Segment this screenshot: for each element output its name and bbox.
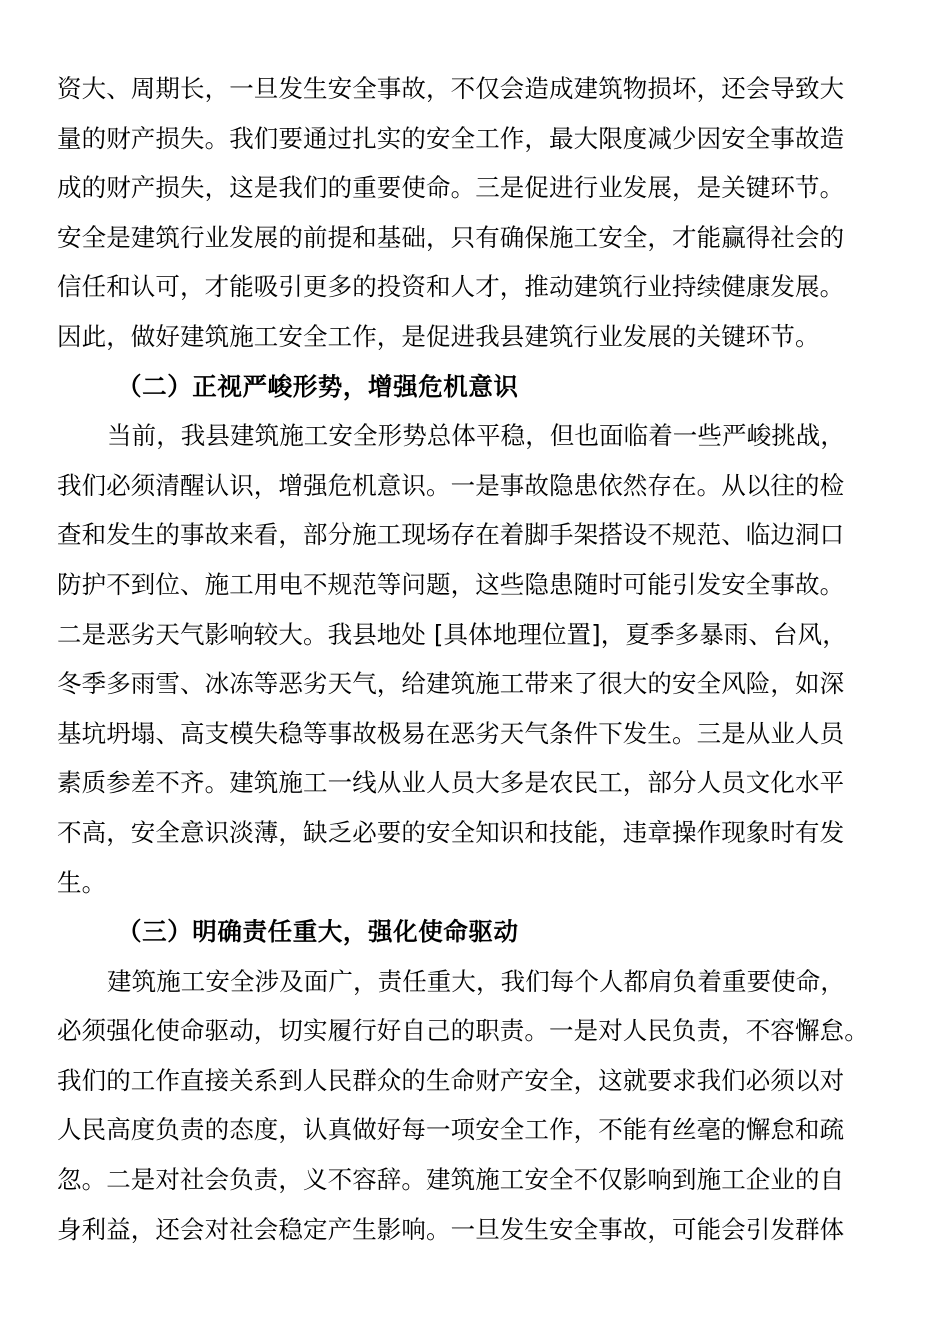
body-text-line: 我们的工作直接关系到人民群众的生命财产安全，这就要求我们必须以对 <box>57 1065 845 1095</box>
body-text-line: 基坑坍塌、高支模失稳等事故极易在恶劣天气条件下发生。三是从业人员 <box>57 718 845 748</box>
body-text-line: 忽。二是对社会负责，义不容辞。建筑施工安全不仅影响到施工企业的自 <box>57 1165 845 1195</box>
body-text-line: 必须强化使命驱动，切实履行好自己的职责。一是对人民负责，不容懈怠。 <box>57 1016 869 1046</box>
body-text-line: 素质参差不齐。建筑施工一线从业人员大多是农民工，部分人员文化水平 <box>57 768 845 798</box>
body-text-line: 二是恶劣天气影响较大。我县地处 [具体地理位置]，夏季多暴雨、台风， <box>57 619 847 649</box>
paragraph-first-line: 建筑施工安全涉及面广，责任重大，我们每个人都肩负着重要使命， <box>107 966 845 996</box>
paragraph-first-line: 当前，我县建筑施工安全形势总体平稳，但也面临着一些严峻挑战， <box>107 421 845 451</box>
body-text-line: 量的财产损失。我们要通过扎实的安全工作，最大限度减少因安全事故造 <box>57 123 845 153</box>
body-text-line: 查和发生的事故来看，部分施工现场存在着脚手架搭设不规范、临边洞口 <box>57 520 845 550</box>
body-text-line: 安全是建筑行业发展的前提和基础，只有确保施工安全，才能赢得社会的 <box>57 222 845 252</box>
body-text-line: 防护不到位、施工用电不规范等问题，这些隐患随时可能引发安全事故。 <box>57 569 845 599</box>
body-text-line: 生。 <box>57 867 107 897</box>
body-text-line: 信任和认可，才能吸引更多的投资和人才，推动建筑行业持续健康发展。 <box>57 272 845 302</box>
body-text-line: 人民高度负责的态度，认真做好每一项安全工作，不能有丝毫的懈怠和疏 <box>57 1115 845 1145</box>
section-heading-2: （二）正视严峻形势，增强危机意识 <box>117 371 519 401</box>
body-text-line: 因此，做好建筑施工安全工作，是促进我县建筑行业发展的关键环节。 <box>57 321 820 351</box>
body-text-line: 不高，安全意识淡薄，缺乏必要的安全知识和技能，违章操作现象时有发 <box>57 817 845 847</box>
body-text-line: 冬季多雨雪、冰冻等恶劣天气，给建筑施工带来了很大的安全风险，如深 <box>57 669 845 699</box>
section-heading-3: （三）明确责任重大，强化使命驱动 <box>117 917 519 947</box>
body-text-line: 身利益，还会对社会稳定产生影响。一旦发生安全事故，可能会引发群体 <box>57 1214 845 1244</box>
body-text-line: 我们必须清醒认识，增强危机意识。一是事故隐患依然存在。从以往的检 <box>57 470 845 500</box>
document-page <box>0 64 950 1254</box>
body-text-line: 资大、周期长，一旦发生安全事故，不仅会造成建筑物损坏，还会导致大 <box>57 74 845 103</box>
body-text-line: 成的财产损失，这是我们的重要使命。三是促进行业发展，是关键环节。 <box>57 173 845 203</box>
